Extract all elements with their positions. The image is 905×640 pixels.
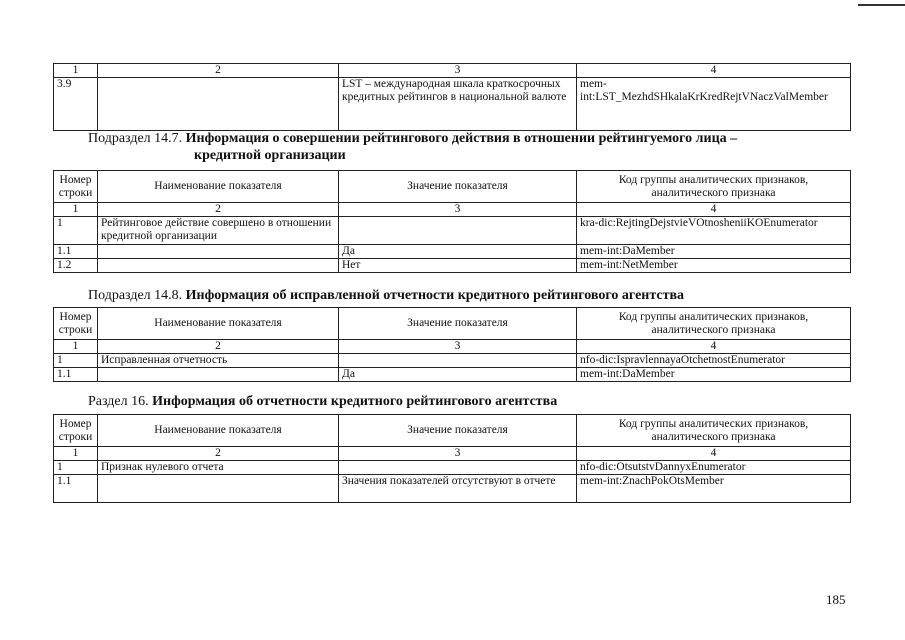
col-number: 2 (98, 447, 339, 461)
column-number-row (54, 64, 851, 78)
header-value: Значение показателя (339, 171, 577, 203)
col-number: 1 (54, 64, 98, 78)
group-code: mem-int:ZnachPokOtsMember (577, 475, 851, 503)
group-code: nfo-dic:IspravlennayaOtchetnostEnumerator (577, 354, 851, 368)
header-num: Номер строки (54, 415, 98, 447)
column-number-row (54, 340, 851, 354)
col-number: 4 (577, 340, 851, 354)
table-row (54, 78, 851, 131)
indicator-name (98, 78, 339, 131)
header-code: Код группы аналитических признаков, аналитического признака (577, 415, 851, 447)
table-row (54, 259, 851, 273)
top-edge-line (858, 4, 905, 6)
table-row (54, 475, 851, 503)
indicator-name: Рейтинговое действие совершено в отношении кредитной организации (98, 217, 339, 245)
col-number: 3 (339, 203, 577, 217)
table-section-14-7 (53, 170, 851, 273)
row-number: 1.1 (54, 368, 98, 382)
section-prefix: Раздел 16. (88, 394, 149, 409)
group-code: kra-dic:RejtingDejstvieVOtnosheniiKOEnumerator (577, 217, 851, 245)
table-row (54, 461, 851, 475)
column-number-row (54, 447, 851, 461)
section-14-7-heading (88, 130, 737, 164)
header-num: Номер строки (54, 308, 98, 340)
table-row (54, 354, 851, 368)
group-code: nfo-dic:OtsutstvDannyxEnumerator (577, 461, 851, 475)
col-number: 4 (577, 447, 851, 461)
group-code: mem-int:LST_MezhdSHkalaKrKredRejtVNaczValMember (577, 78, 851, 131)
header-code: Код группы аналитических признаков, аналитического признака (577, 171, 851, 203)
section-title-line2: кредитной организации (194, 148, 346, 163)
header-row (54, 415, 851, 447)
col-number: 4 (577, 64, 851, 78)
header-value: Значение показателя (339, 415, 577, 447)
section-title: Информация о совершении рейтингового действия в отношении рейтингуемого лица – (185, 131, 738, 146)
header-num: Номер строки (54, 171, 98, 203)
section-14-8-heading (88, 287, 684, 304)
row-number: 3.9 (54, 78, 98, 131)
row-number: 1.1 (54, 245, 98, 259)
indicator-name (98, 475, 339, 503)
col-number: 1 (54, 340, 98, 354)
row-number: 1 (54, 217, 98, 245)
col-number: 1 (54, 203, 98, 217)
indicator-name (98, 259, 339, 273)
group-code: mem-int:DaMember (577, 245, 851, 259)
table-continuation (53, 63, 851, 131)
col-number: 2 (98, 203, 339, 217)
col-number: 3 (339, 340, 577, 354)
indicator-value (339, 217, 577, 245)
indicator-value: Нет (339, 259, 577, 273)
row-number: 1.2 (54, 259, 98, 273)
column-number-row (54, 203, 851, 217)
indicator-value: Да (339, 368, 577, 382)
header-code: Код группы аналитических признаков, аналитического признака (577, 308, 851, 340)
header-name: Наименование показателя (98, 415, 339, 447)
table-row (54, 217, 851, 245)
header-name: Наименование показателя (98, 171, 339, 203)
section-prefix: Подраздел 14.8. (88, 288, 183, 303)
row-number: 1 (54, 354, 98, 368)
header-row (54, 171, 851, 203)
col-number: 4 (577, 203, 851, 217)
table-section-14-8 (53, 307, 851, 382)
indicator-name: Признак нулевого отчета (98, 461, 339, 475)
col-number: 2 (98, 64, 339, 78)
indicator-value (339, 354, 577, 368)
indicator-value: LST – международная шкала краткосрочных кредитных рейтингов в национальной валюте (339, 78, 577, 131)
row-number: 1.1 (54, 475, 98, 503)
row-number: 1 (54, 461, 98, 475)
section-title: Информация об исправленной отчетности кредитного рейтингового агентства (185, 288, 685, 303)
section-16-heading (88, 393, 557, 410)
col-number: 3 (339, 64, 577, 78)
group-code: mem-int:DaMember (577, 368, 851, 382)
table-section-16 (53, 414, 851, 503)
indicator-name: Исправленная отчетность (98, 354, 339, 368)
indicator-value (339, 461, 577, 475)
col-number: 1 (54, 447, 98, 461)
indicator-value: Да (339, 245, 577, 259)
table-row (54, 245, 851, 259)
indicator-name (98, 368, 339, 382)
table-row (54, 368, 851, 382)
header-name: Наименование показателя (98, 308, 339, 340)
page-number: 185 (826, 592, 846, 607)
col-number: 2 (98, 340, 339, 354)
section-title: Информация об отчетности кредитного рейтингового агентства (152, 394, 558, 409)
group-code: mem-int:NetMember (577, 259, 851, 273)
header-row (54, 308, 851, 340)
header-value: Значение показателя (339, 308, 577, 340)
indicator-name (98, 245, 339, 259)
indicator-value: Значения показателей отсутствуют в отчете (339, 475, 577, 503)
section-prefix: Подраздел 14.7. (88, 131, 183, 146)
col-number: 3 (339, 447, 577, 461)
